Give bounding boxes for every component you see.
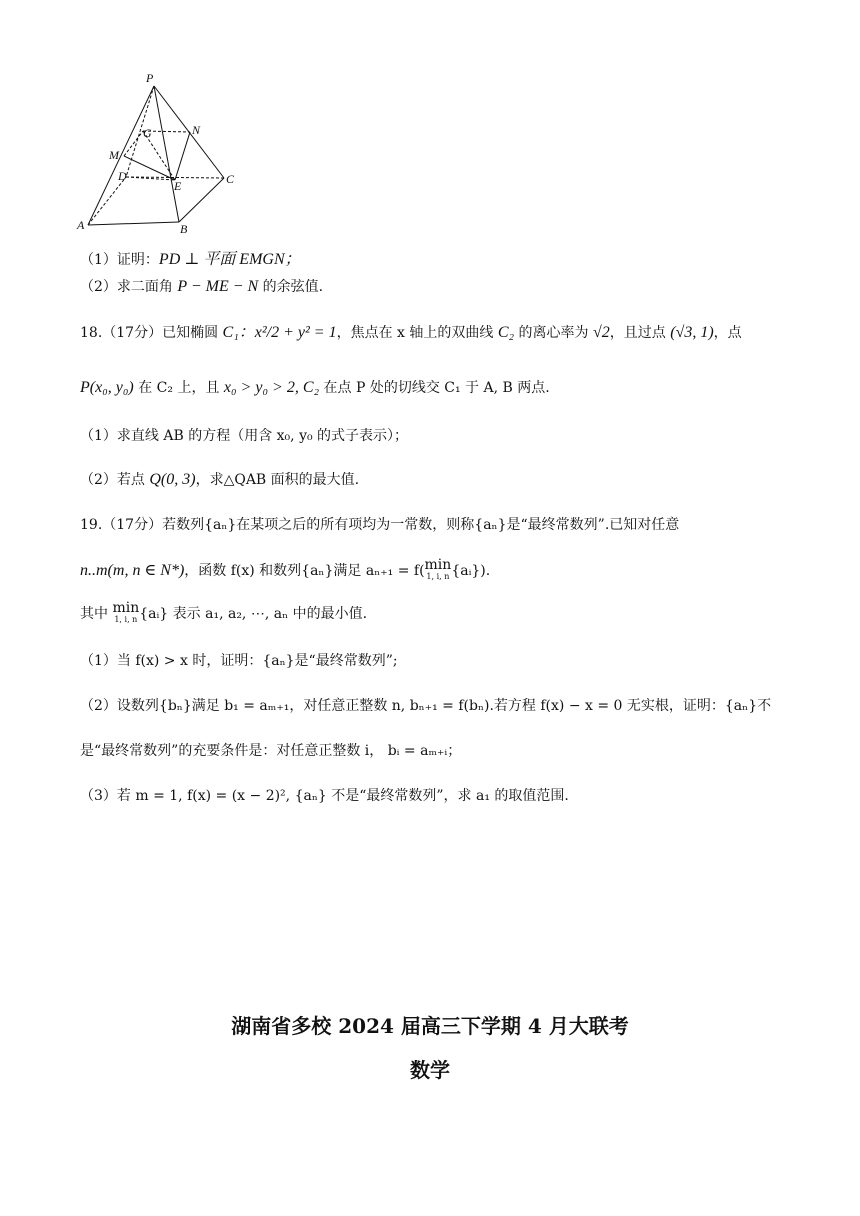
q19-line2-min-sub: 1, i, n bbox=[426, 572, 450, 581]
q19-line2 bbox=[80, 557, 491, 582]
q19-line3-min bbox=[112, 600, 140, 625]
q19-part2: （2）设数列{bₙ}满足 b₁ = aₘ₊₁，对任意正整数 n, bₙ₊₁ = f(bₙ).若方程 f(x) − x = 0 无实根，证明：{aₙ}不 bbox=[80, 698, 772, 714]
q18-mid2: 的离心率为 bbox=[514, 325, 593, 341]
q19-line3-a: 其中 bbox=[80, 606, 113, 622]
q18-part2 bbox=[80, 469, 359, 491]
q18-line2-c: x₀ > y₀ > 2, C₂ bbox=[223, 379, 320, 396]
edge-PA bbox=[88, 86, 154, 225]
q19-part1: （1）当 f(x) > x 时，证明：{aₙ}是“最终常数列”; bbox=[80, 653, 398, 669]
edge-BC bbox=[179, 178, 224, 222]
label-G: G bbox=[143, 126, 152, 140]
label-A: A bbox=[77, 218, 85, 232]
q17-part1-prefix: （1）证明： bbox=[80, 252, 159, 268]
q18-line2-a: P(x₀, y₀) bbox=[80, 379, 134, 396]
q18-part2-c: ，求△QAB 面积的最大值. bbox=[195, 472, 360, 488]
q19-line1: 19.（17分）若数列{aₙ}在某项之后的所有项均为一常数，则称{aₙ}是“最终常数列”.已知对任意 bbox=[80, 517, 680, 533]
q18-line2 bbox=[80, 377, 550, 399]
edge-EN bbox=[175, 132, 190, 180]
label-E: E bbox=[174, 179, 182, 193]
label-C: C bbox=[226, 172, 235, 186]
q19-line2-min-word: min bbox=[424, 557, 452, 573]
q18-mid3: ，且过点 bbox=[609, 325, 671, 341]
q19-line3-min-sub: 1, i, n bbox=[114, 615, 138, 624]
q18-line2-d: 在点 P 处的切线交 C₁ 于 A, B 两点. bbox=[319, 380, 550, 396]
q19-line2-b: ，函数 f(x) 和数列{aₙ}满足 aₙ₊₁ = f( bbox=[184, 563, 425, 579]
q18-c2: C₂ bbox=[497, 324, 515, 341]
q19-line2-a: n..m(m, n ∈ N*) bbox=[80, 562, 185, 579]
q18-ellipse: C₁：x²/2 + y² = 1 bbox=[222, 324, 337, 341]
q19-part3: （3）若 m = 1, f(x) = (x − 2)², {aₙ} 不是“最终常数列”，求 a₁ 的取值范围. bbox=[80, 788, 569, 804]
q17-part2-prefix: （2）求二面角 bbox=[80, 279, 178, 295]
q19-line2-min bbox=[424, 557, 452, 582]
label-D: D bbox=[118, 169, 127, 183]
q17-part2 bbox=[80, 276, 323, 298]
pyramid-figure bbox=[70, 70, 250, 240]
exam-subject: 数学 bbox=[410, 1058, 450, 1082]
q17-part1-math: PD ⊥ 平面 EMGN； bbox=[158, 251, 301, 268]
label-B: B bbox=[180, 222, 188, 236]
label-N: N bbox=[192, 123, 201, 137]
q19-part2-cont: 是“最终常数列”的充要条件是：对任意正整数 i， bᵢ = aₘ₊ᵢ； bbox=[80, 743, 462, 759]
exam-title: 湖南省多校 2024 届高三下学期 4 月大联考 bbox=[231, 1014, 629, 1038]
label-M: M bbox=[109, 148, 119, 162]
q18-mid4: ，点 bbox=[713, 325, 742, 341]
q18-line1 bbox=[80, 316, 742, 350]
label-P: P bbox=[146, 71, 154, 85]
q18-ecc: √2 bbox=[593, 324, 610, 341]
q19-line3-min-word: min bbox=[112, 600, 140, 616]
edge-AB bbox=[88, 222, 179, 225]
q18-part2-a: （2）若点 bbox=[80, 472, 150, 488]
q17-part1 bbox=[80, 249, 301, 271]
q19-line3-b: {aᵢ} 表示 a₁, a₂, ⋯, aₙ 中的最小值. bbox=[139, 606, 368, 622]
q18-line2-b: 在 C₂ 上，且 bbox=[133, 380, 224, 396]
q17-part2-suffix: 的余弦值. bbox=[258, 279, 324, 295]
q18-part1: （1）求直线 AB 的方程（用含 x₀, y₀ 的式子表示）； bbox=[80, 428, 409, 444]
q18-number: 18.（17分）已知椭圆 bbox=[80, 325, 223, 341]
q19-line2-c: {aᵢ}). bbox=[451, 563, 491, 579]
q18-point: (√3, 1) bbox=[670, 324, 714, 341]
edge-DC bbox=[126, 177, 224, 178]
q18-part2-b: Q(0, 3) bbox=[149, 471, 196, 488]
q17-part2-math: P − ME − N bbox=[177, 278, 259, 295]
q18-mid1: ，焦点在 x 轴上的双曲线 bbox=[336, 325, 498, 341]
q19-line3 bbox=[80, 600, 368, 625]
